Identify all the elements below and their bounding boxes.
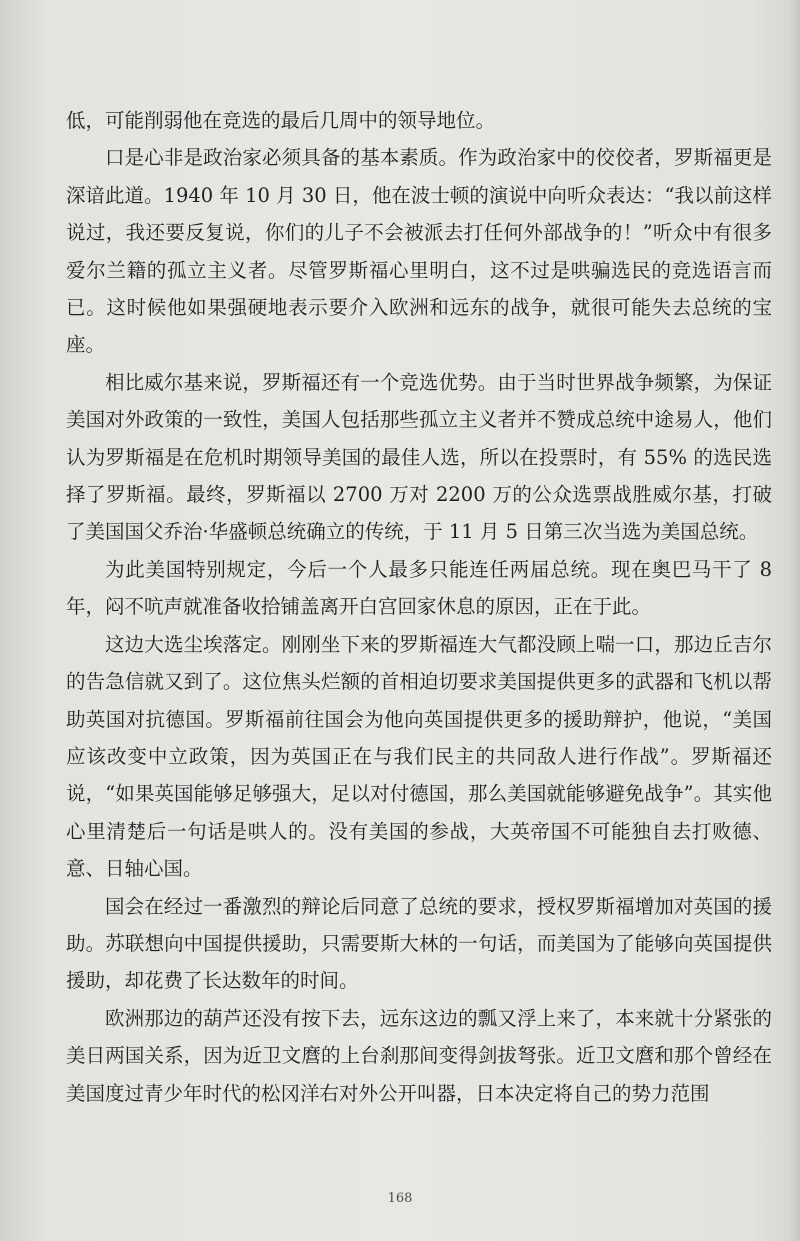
paragraph-5: 这边大选尘埃落定。刚刚坐下来的罗斯福连大气都没顾上喘一口，那边丘吉尔的告急信就又到了。这位焦头烂额的首相迫切要求美国提供更多的武器和飞机以帮助英国对抗德国。罗斯福前往国会为他向英国提供更多的援助辩护，他说，“美国应该改变中立政策，因为英国正在与我们民主的共同敌人进行作战”。罗斯福还说，“如果英国能够足够强大，足以对付德国，那么美国就能够避免战争”。其实他心里清楚后一句话是哄人的。没有美国的参战，大英帝国不可能独自去打败德、意、日轴心国。 [66,632,772,881]
page-edge-shadow [790,0,800,1241]
paragraph-2: 口是心非是政治家必须具备的基本素质。作为政治家中的佼佼者，罗斯福更是深谙此道。1940 年 10 月 30 日，他在波士顿的演说中向听众表达：“我以前这样说过，我还要反复说，你们的儿子不会被派去打任何外部战争的！”听众中有很多爱尔兰籍的孤立主义者。尽管罗斯福心里明白，这不过是哄骗选民的竞选语言而已。这时候他如果强硬地表示要介入欧洲和远东的战争，就很可能失去总统的宝座。 [66,146,772,357]
paragraph-4: 为此美国特别规定，今后一个人最多只能连任两届总统。现在奥巴马干了 8 年，闷不吭声就准备收拾铺盖离开白宫回家休息的原因，正在于此。 [66,557,772,619]
paragraph-3: 相比威尔基来说，罗斯福还有一个竞选优势。由于当时世界战争频繁，为保证美国对外政策的一致性，美国人包括那些孤立主义者并不赞成总统中途易人，他们认为罗斯福是在危机时期领导美国的最佳人选，所以在投票时，有 55% 的选民选择了罗斯福。最终，罗斯福以 2700 万对 2200 万的公众选票战胜威尔基，打破了美国国父乔治·华盛顿总统确立的传统，于 11 月 5 日第三次当选为美国总统。 [66,370,772,544]
running-header-bleed [330,36,470,50]
page-number: 168 [387,1191,413,1206]
body-text [66,102,772,1112]
paragraph-7: 欧洲那边的葫芦还没有按下去，远东这边的瓢又浮上来了，本来就十分紧张的美日两国关系，因为近卫文麿的上台刹那间变得剑拔弩张。近卫文麿和那个曾经在美国度过青少年时代的松冈洋右对外公开叫器，日本决定将自己的势力范围 [66,1006,772,1105]
paragraph-1: 低，可能削弱他在竞选的最后几周中的领导地位。 [66,109,496,132]
paragraph-6: 国会在经过一番激烈的辩论后同意了总统的要求，授权罗斯福增加对英国的援助。苏联想向中国提供援助，只需要斯大林的一句话，而美国为了能够向英国提供援助，却花费了长达数年的时间。 [66,894,772,993]
